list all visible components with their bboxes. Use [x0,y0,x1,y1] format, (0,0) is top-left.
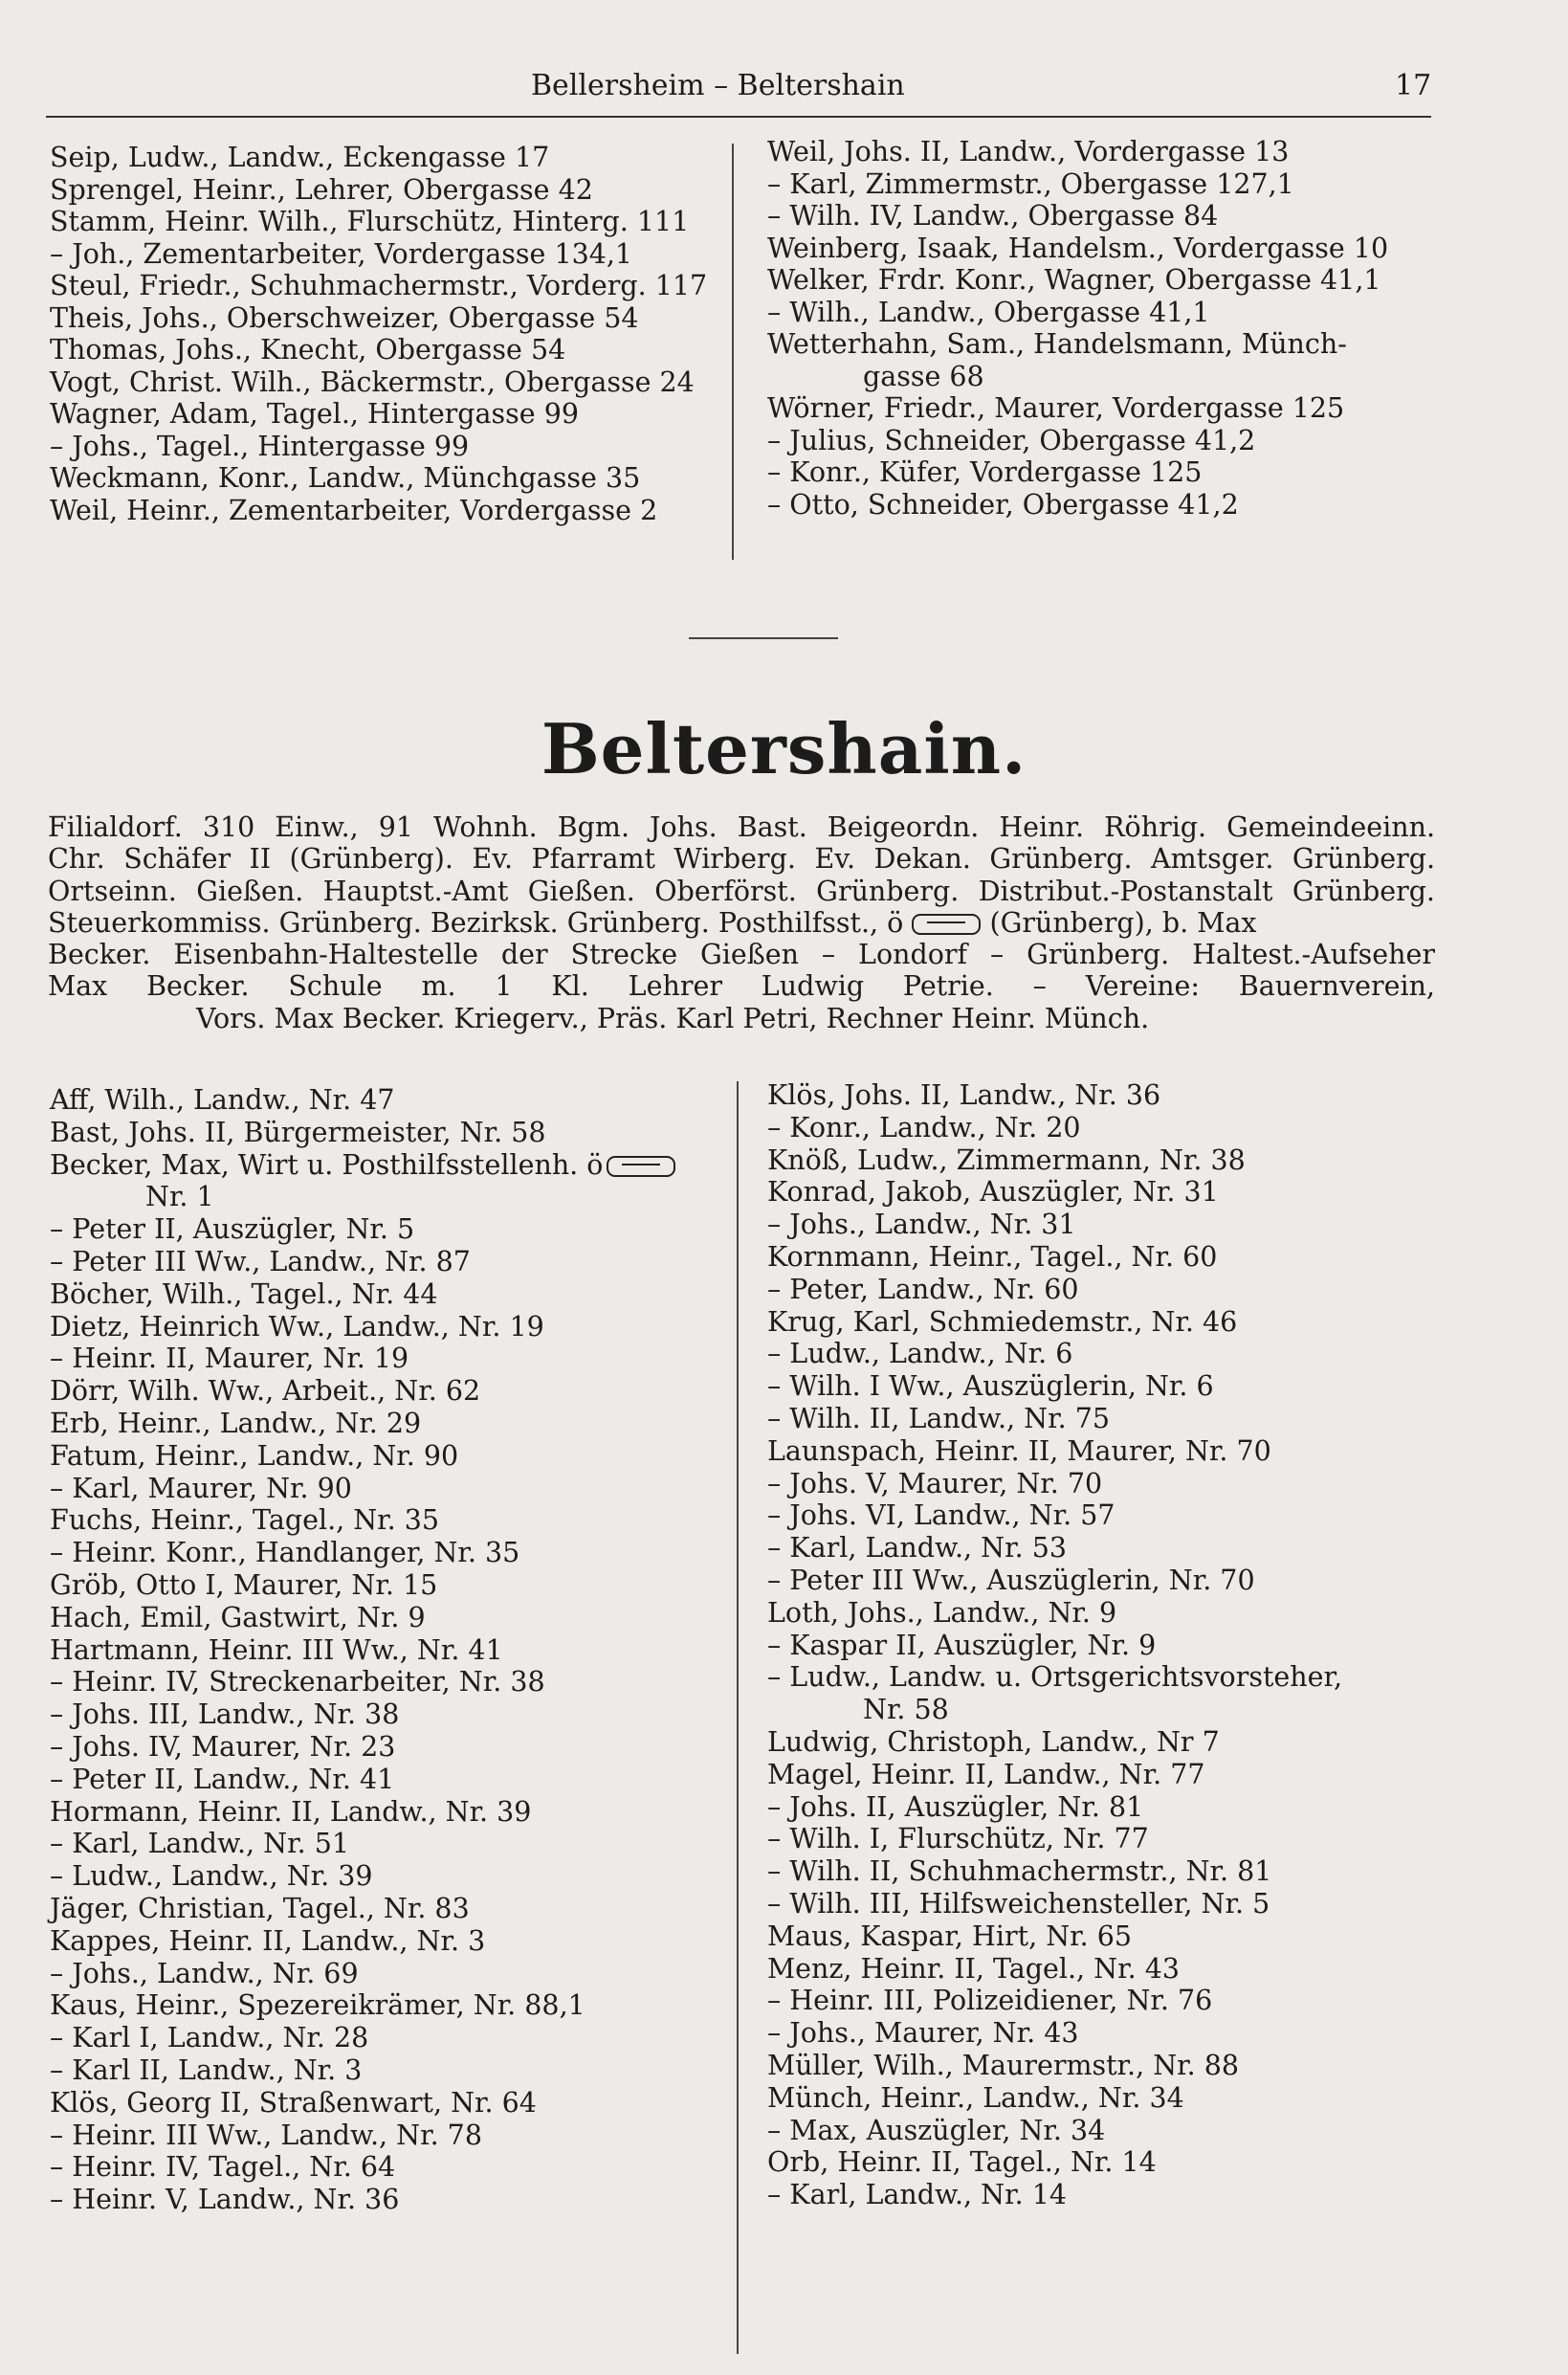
entry-text: Aff, Wilh., Landw., Nr. 47 [50,1084,395,1116]
entry-text: Kaus, Heinr., Spezereikrämer, Nr. 88,1 [50,1989,585,2022]
list-item [50,1860,675,1893]
list-item [767,1176,1342,1209]
entry-text: Müller, Wilh., Maurermstr., Nr. 88 [767,2049,1240,2081]
entry-text: Welker, Frdr. Konr., Wagner, Obergasse 41,1 [767,264,1381,296]
list-item [50,1181,675,1213]
entry-text: Klös, Georg II, Straßenwart, Nr. 64 [50,2086,537,2119]
entry-text: – Karl, Landw., Nr. 14 [767,2179,1067,2211]
list-item [767,2115,1342,2147]
intro-line-part: Steuerkommiss. Grünberg. Bezirksk. Grünberg. Posthilfsst., ö [48,906,904,939]
entry-text: – Joh., Zementarbeiter, Vordergasse 134,1 [50,237,633,270]
entry-text: – Karl II, Landw., Nr. 3 [50,2053,363,2086]
entry-text: – Max, Auszügler, Nr. 34 [767,2114,1106,2146]
list-item [50,495,707,527]
list-item [50,1149,675,1182]
entry-text: gasse 68 [863,360,984,392]
list-item [767,1985,1342,2017]
entry-text: Fuchs, Heinr., Tagel., Nr. 35 [50,1504,440,1537]
entry-text: Loth, Johs., Landw., Nr. 9 [767,1596,1117,1629]
list-item [50,1408,675,1440]
entry-text: Wagner, Adam, Tagel., Hintergasse 99 [50,398,579,430]
list-item [50,1893,675,1925]
list-item [50,1213,675,1246]
entry-text: – Johs. II, Auszügler, Nr. 81 [767,1790,1144,1823]
list-item [767,136,1388,168]
list-item [50,2151,675,2184]
list-item [50,1925,675,1958]
list-item [50,1440,675,1473]
intro-line-part: (Grünberg), b. Max [989,906,1257,939]
running-title: Bellersheim – Beltershain [531,69,905,102]
list-item [767,1597,1342,1630]
list-item [50,1828,675,1860]
list-item [767,264,1388,297]
list-item [767,2082,1342,2115]
list-item [50,1343,675,1375]
list-item [50,1504,675,1537]
entry-text: Ludwig, Christoph, Landw., Nr 7 [767,1725,1220,1758]
entry-text: Nr. 58 [863,1694,949,1726]
list-item [50,2087,675,2120]
intro-line: Ortseinn. Gießen. Hauptst.-Amt Gießen. Oberförst. Grünberg. Distribut.-Postanstalt Grünberg. [48,875,1435,907]
list-item [50,2054,675,2087]
entry-text: Menz, Heinr. II, Tagel., Nr. 43 [767,1952,1180,1985]
entry-text: – Julius, Schneider, Obergasse 41,2 [767,424,1256,456]
list-item [50,1958,675,1990]
entry-text: – Kaspar II, Auszügler, Nr. 9 [767,1629,1157,1661]
list-item [50,398,707,431]
intro-line: Filialdorf. 310 Einw., 91 Wohnh. Bgm. Johs. Bast. Beigeordn. Heinr. Röhrig. Gemeindeeinn. [48,811,1435,843]
list-item [767,168,1388,201]
list-item [767,1306,1342,1339]
entry-text: – Heinr. II, Maurer, Nr. 19 [50,1343,409,1375]
entry-text: – Ludw., Landw. u. Ortsgerichtsvorsteher, [767,1661,1343,1694]
entry-text: – Otto, Schneider, Obergasse 41,2 [767,488,1239,521]
list-item [767,1726,1342,1759]
posthorn-icon [607,1156,675,1177]
list-item [767,1209,1342,1241]
entry-text: Kornmann, Heinr., Tagel., Nr. 60 [767,1240,1218,1273]
column-divider-top [732,144,734,560]
list-item [767,1759,1342,1791]
entry-text: – Peter II, Auszügler, Nr. 5 [50,1213,415,1246]
list-item [767,2146,1342,2179]
list-item [50,302,707,335]
entry-text: Sprengel, Heinr., Lehrer, Obergasse 42 [50,173,593,206]
intro-paragraph [48,811,1435,1034]
entry-text: – Wilh. II, Schuhmachermstr., Nr. 81 [767,1855,1272,1888]
list-item [767,1338,1342,1370]
entry-text: Gröb, Otto I, Maurer, Nr. 15 [50,1568,438,1601]
entry-text: Steul, Friedr., Schuhmachermstr., Vorderg. 117 [50,270,708,301]
list-item [50,1602,675,1634]
list-item [767,425,1388,457]
entry-text: – Wilh. I, Flurschütz, Nr. 77 [767,1823,1149,1855]
list-item [50,1311,675,1343]
entry-text: Konrad, Jakob, Auszügler, Nr. 31 [767,1176,1219,1209]
list-item [50,142,707,174]
entry-text: Weckmann, Konr., Landw., Münchgasse 35 [50,462,641,494]
entry-text: – Peter III Ww., Auszüglerin, Nr. 70 [767,1564,1255,1596]
list-item [50,1698,675,1731]
list-item [50,334,707,366]
entry-text: Hormann, Heinr. II, Landw., Nr. 39 [50,1795,532,1828]
top-left-column [50,142,707,526]
entry-text: – Ludw., Landw., Nr. 39 [50,1860,373,1893]
entry-text: Böcher, Wilh., Tagel., Nr. 44 [50,1277,438,1310]
entry-text: Magel, Heinr. II, Landw., Nr. 77 [767,1758,1205,1790]
list-item [50,2022,675,2054]
entry-text: – Johs. III, Landw., Nr. 38 [50,1698,400,1731]
list-item [50,2184,675,2216]
page-number: 17 [1395,69,1432,102]
entry-text: – Wilh. I Ww., Auszüglerin, Nr. 6 [767,1370,1214,1403]
list-item [50,1537,675,1569]
entry-text: Erb, Heinr., Landw., Nr. 29 [50,1407,422,1439]
entry-text: Kappes, Heinr. II, Landw., Nr. 3 [50,1924,486,1957]
bottom-right-column [767,1079,1342,2211]
header-rule [46,116,1431,118]
list-item [767,456,1388,489]
entry-text: – Karl, Maurer, Nr. 90 [50,1472,352,1504]
list-item [767,2179,1342,2211]
list-item [767,1079,1342,1112]
list-item [767,1144,1342,1177]
list-item [767,1888,1342,1920]
list-item [767,1241,1342,1274]
list-item [767,489,1388,522]
list-item [767,1370,1342,1403]
list-item [767,1920,1342,1953]
list-item [50,1117,675,1149]
list-item [767,2050,1342,2082]
intro-line: Chr. Schäfer II (Grünberg). Ev. Pfarramt Wirberg. Ev. Dekan. Grünberg. Amtsger. Grünberg. [48,843,1435,876]
entry-text: Weil, Johs. II, Landw., Vordergasse 13 [767,136,1290,167]
list-item [50,1375,675,1408]
entry-text: Orb, Heinr. II, Tagel., Nr. 14 [767,2146,1157,2179]
entry-text: – Johs. IV, Maurer, Nr. 23 [50,1730,396,1763]
entry-text: Weil, Heinr., Zementarbeiter, Vordergasse 2 [50,494,658,526]
entry-text: – Johs. VI, Landw., Nr. 57 [767,1499,1115,1532]
entry-text: – Johs., Tagel., Hintergasse 99 [50,430,470,462]
entry-text: Hach, Emil, Gastwirt, Nr. 9 [50,1601,426,1633]
section-rule [689,637,838,639]
entry-text: Stamm, Heinr. Wilh., Flurschütz, Hinterg. 111 [50,206,690,237]
list-item [50,1278,675,1311]
entry-text: Dörr, Wilh. Ww., Arbeit., Nr. 62 [50,1375,481,1408]
list-item [767,1532,1342,1565]
entry-text: Vogt, Christ. Wilh., Bäckermstr., Obergasse 24 [50,366,695,398]
list-item [50,1569,675,1602]
list-item [767,200,1388,233]
list-item [767,1791,1342,1824]
list-item [767,1499,1342,1532]
list-item [767,1855,1342,1888]
entry-text: Maus, Kaspar, Hirt, Nr. 65 [767,1920,1133,1952]
list-item [50,1989,675,2022]
list-item [767,2017,1342,2050]
entry-text: – Heinr. V, Landw., Nr. 36 [50,2184,400,2216]
entry-text: – Karl I, Landw., Nr. 28 [50,2022,369,2054]
entry-text: Launspach, Heinr. II, Maurer, Nr. 70 [767,1434,1271,1467]
list-item [767,1112,1342,1144]
section-title: Beltershain. [541,708,1027,789]
entry-text: – Peter II, Landw., Nr. 41 [50,1763,395,1795]
list-item [767,1823,1342,1855]
entry-text: – Karl, Landw., Nr. 53 [767,1532,1067,1565]
posthorn-icon [912,914,981,935]
list-item [50,1796,675,1829]
column-divider-bottom [737,1081,739,2354]
entry-text: – Wilh., Landw., Obergasse 41,1 [767,296,1210,328]
list-item [50,431,707,463]
entry-text: – Konr., Küfer, Vordergasse 125 [767,456,1203,488]
list-item [767,1661,1342,1694]
list-item [50,1666,675,1698]
entry-text: Seip, Ludw., Landw., Eckengasse 17 [50,142,550,173]
entry-text: Fatum, Heinr., Landw., Nr. 90 [50,1439,459,1472]
list-item [767,361,1388,393]
entry-text: Nr. 1 [145,1181,214,1213]
list-item [50,238,707,271]
entry-text: – Heinr. III Ww., Landw., Nr. 78 [50,2119,482,2151]
entry-text: – Konr., Landw., Nr. 20 [767,1111,1081,1143]
list-item [50,206,707,238]
list-item [50,1731,675,1764]
list-item [767,297,1388,329]
entry-text: Dietz, Heinrich Ww., Landw., Nr. 19 [50,1310,544,1343]
top-right-column [767,136,1388,521]
entry-text: – Karl, Landw., Nr. 51 [50,1828,349,1860]
list-item [767,1565,1342,1597]
list-item [50,1473,675,1505]
entry-text: Becker, Max, Wirt u. Posthilfsstellenh. ö [50,1148,604,1181]
list-item [50,2120,675,2152]
entry-text: Weinberg, Isaak, Handelsm., Vordergasse 10 [767,232,1389,264]
list-item [767,1468,1342,1500]
entry-text: Jäger, Christian, Tagel., Nr. 83 [50,1892,470,1924]
entry-text: – Peter, Landw., Nr. 60 [767,1273,1079,1305]
list-item [50,270,707,302]
list-item [767,1274,1342,1306]
entry-text: – Johs., Landw., Nr. 31 [767,1209,1076,1241]
entry-text: – Karl, Zimmermstr., Obergasse 127,1 [767,167,1294,200]
entry-text: – Johs., Landw., Nr. 69 [50,1957,359,1989]
entry-text: Münch, Heinr., Landw., Nr. 34 [767,2081,1184,2114]
list-item [50,1764,675,1796]
entry-text: – Heinr. III, Polizeidiener, Nr. 76 [767,1985,1213,2017]
list-item [50,174,707,207]
entry-text: Thomas, Johs., Knecht, Obergasse 54 [50,334,566,366]
list-item [767,392,1388,425]
list-item [767,1694,1342,1726]
list-item [50,1084,675,1117]
entry-text: – Wilh. IV, Landw., Obergasse 84 [767,200,1219,232]
entry-text: – Heinr. Konr., Handlanger, Nr. 35 [50,1537,520,1569]
entry-text: Hartmann, Heinr. III Ww., Nr. 41 [50,1633,503,1666]
list-item [767,1630,1342,1662]
list-item [767,328,1388,361]
list-item [50,1246,675,1278]
entry-text: Bast, Johs. II, Bürgermeister, Nr. 58 [50,1116,546,1148]
entry-text: – Johs. V, Maurer, Nr. 70 [767,1467,1103,1499]
intro-line: Becker. Eisenbahn-Haltestelle der Strecke Gießen – Londorf – Grünberg. Haltest.-Aufseher [48,939,1435,971]
list-item [767,1403,1342,1435]
entry-text: – Peter III Ww., Landw., Nr. 87 [50,1245,471,1277]
list-item [50,1634,675,1667]
entry-text: Theis, Johs., Oberschweizer, Obergasse 54 [50,301,639,334]
entry-text: Krug, Karl, Schmiedemstr., Nr. 46 [767,1305,1238,1338]
intro-line: Vors. Max Becker. Kriegerv., Präs. Karl Petri, Rechner Heinr. Münch. [196,1002,1150,1034]
entry-text: – Heinr. IV, Tagel., Nr. 64 [50,2151,396,2184]
list-item [767,1953,1342,1986]
entry-text: – Heinr. IV, Streckenarbeiter, Nr. 38 [50,1666,545,1698]
entry-text: – Johs., Maurer, Nr. 43 [767,2017,1079,2050]
entry-text: – Wilh. II, Landw., Nr. 75 [767,1402,1110,1434]
entry-text: Klös, Johs. II, Landw., Nr. 36 [767,1079,1161,1111]
intro-line: Max Becker. Schule m. 1 Kl. Lehrer Ludwig Petrie. – Vereine: Bauernverein, [48,970,1435,1003]
list-item [767,1435,1342,1468]
intro-line [48,907,1435,939]
entry-text: Wetterhahn, Sam., Handelsmann, Münch- [767,328,1347,360]
entry-text: Knöß, Ludw., Zimmermann, Nr. 38 [767,1143,1246,1176]
bottom-left-column [50,1084,675,2216]
list-item [50,366,707,399]
list-item [767,233,1388,265]
list-item [50,462,707,495]
entry-text: – Wilh. III, Hilfsweichensteller, Nr. 5 [767,1887,1270,1920]
entry-text: – Ludw., Landw., Nr. 6 [767,1338,1073,1370]
entry-text: Wörner, Friedr., Maurer, Vordergasse 125 [767,392,1345,424]
